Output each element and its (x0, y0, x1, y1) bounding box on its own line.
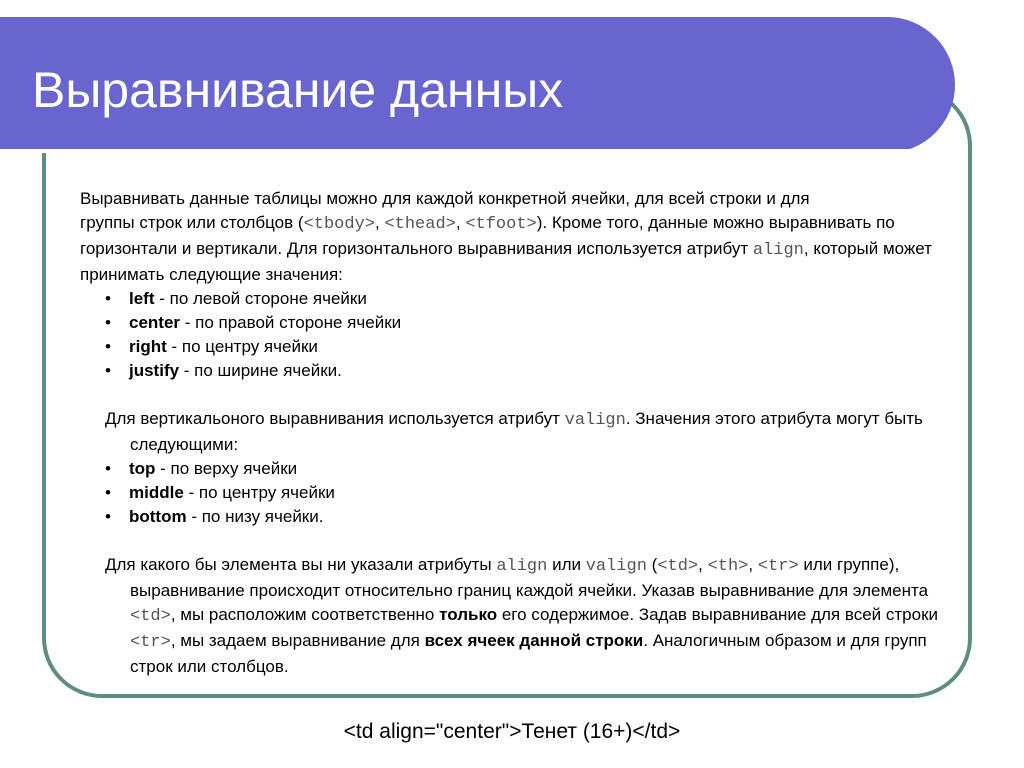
list-item (105, 335, 950, 359)
bullet-icon: • (105, 313, 111, 332)
bold-text: всех ячеек данной строки (424, 631, 644, 650)
bullet-icon: • (105, 459, 111, 478)
valign-paragraph (105, 407, 950, 457)
bullet-icon: • (105, 289, 111, 308)
text-run: Для какого бы элемента вы ни указали атрибуты (105, 555, 497, 574)
code-token: valign (585, 557, 647, 576)
text-run: Для вертикальоного выравнивания используется атрибут (105, 409, 565, 428)
code-token: <td> (130, 607, 171, 626)
text-run: ( (646, 555, 658, 574)
value-description: - по правой стороне ячейки (180, 313, 402, 332)
value-description: - по центру ячейки (183, 483, 335, 502)
code-token: <tbody> (303, 215, 375, 234)
value-keyword: top (129, 459, 156, 478)
spacer (80, 383, 950, 407)
bold-text: только (439, 605, 498, 624)
title-underline (0, 149, 910, 153)
title-banner (0, 17, 955, 153)
slide-title: Выравнивание данных (32, 62, 564, 118)
text-run: , мы расположим соответственно (170, 605, 440, 624)
text-run: или группе), выравнивание происходит относительно границ каждой ячейки. Указав выравнивание для элемента (130, 555, 929, 600)
code-token: <tr> (130, 633, 171, 652)
code-caption: <td align="center">Тенет (16+)</td> (343, 720, 681, 743)
list-item (105, 481, 950, 505)
code-token: <thead> (384, 215, 456, 234)
value-description: - по центру ячейки (166, 337, 318, 356)
value-keyword: left (129, 289, 155, 308)
spacer (80, 529, 950, 553)
text-run: . Аналогичным образом и для групп строк или столбцов. (130, 631, 927, 676)
value-description: - по верху ячейки (155, 459, 298, 478)
summary-paragraph (105, 553, 950, 679)
bullet-icon: • (105, 361, 111, 380)
text-run: , мы задаем выравнивание для (170, 631, 425, 650)
code-token: align (752, 241, 804, 260)
text-run: , который может принимать следующие значения: (80, 239, 932, 284)
bullet-icon: • (105, 337, 111, 356)
slide-content (80, 187, 950, 679)
bullet-icon: • (105, 483, 111, 502)
align-values-list (80, 287, 950, 383)
list-item (105, 457, 950, 481)
list-item (105, 359, 950, 383)
value-description: - по низу ячейки. (186, 507, 324, 526)
text-run: группы строк или столбцов ( (80, 213, 304, 232)
intro-paragraph (80, 187, 950, 287)
list-item (105, 287, 950, 311)
list-item (105, 505, 950, 529)
value-keyword: middle (129, 483, 184, 502)
value-keyword: bottom (129, 507, 187, 526)
value-keyword: center (129, 313, 181, 332)
text-run: ). Кроме того, данные можно выравнивать по горизонтали и вертикали. Для горизонтального выравнивания используется атрибут (80, 213, 895, 258)
text-run: или (547, 555, 586, 574)
text-run: его содержимое. Задав выравнивание для всей строки (497, 605, 938, 624)
text-run: Выравнивать данные таблицы можно для каждой конкретной ячейки, для всей строки и для (80, 189, 810, 208)
value-description: - по ширине ячейки. (179, 361, 342, 380)
bullet-icon: • (105, 507, 111, 526)
text-run: , (455, 213, 466, 232)
text-run: , (698, 555, 708, 574)
list-item (105, 311, 950, 335)
text-run: , (374, 213, 385, 232)
value-description: - по левой стороне ячейки (154, 289, 367, 308)
value-keyword: justify (129, 361, 180, 380)
value-keyword: right (129, 337, 167, 356)
code-token: valign (564, 411, 626, 430)
code-token: <tr> (757, 557, 799, 576)
valign-values-list (80, 457, 950, 529)
code-token: <td> (657, 557, 699, 576)
text-run: . Значения этого атрибута могут быть следующими: (130, 409, 923, 454)
code-token: <th> (707, 557, 749, 576)
code-token: <tfoot> (465, 215, 537, 234)
text-run: , (748, 555, 758, 574)
code-token: align (496, 557, 548, 576)
